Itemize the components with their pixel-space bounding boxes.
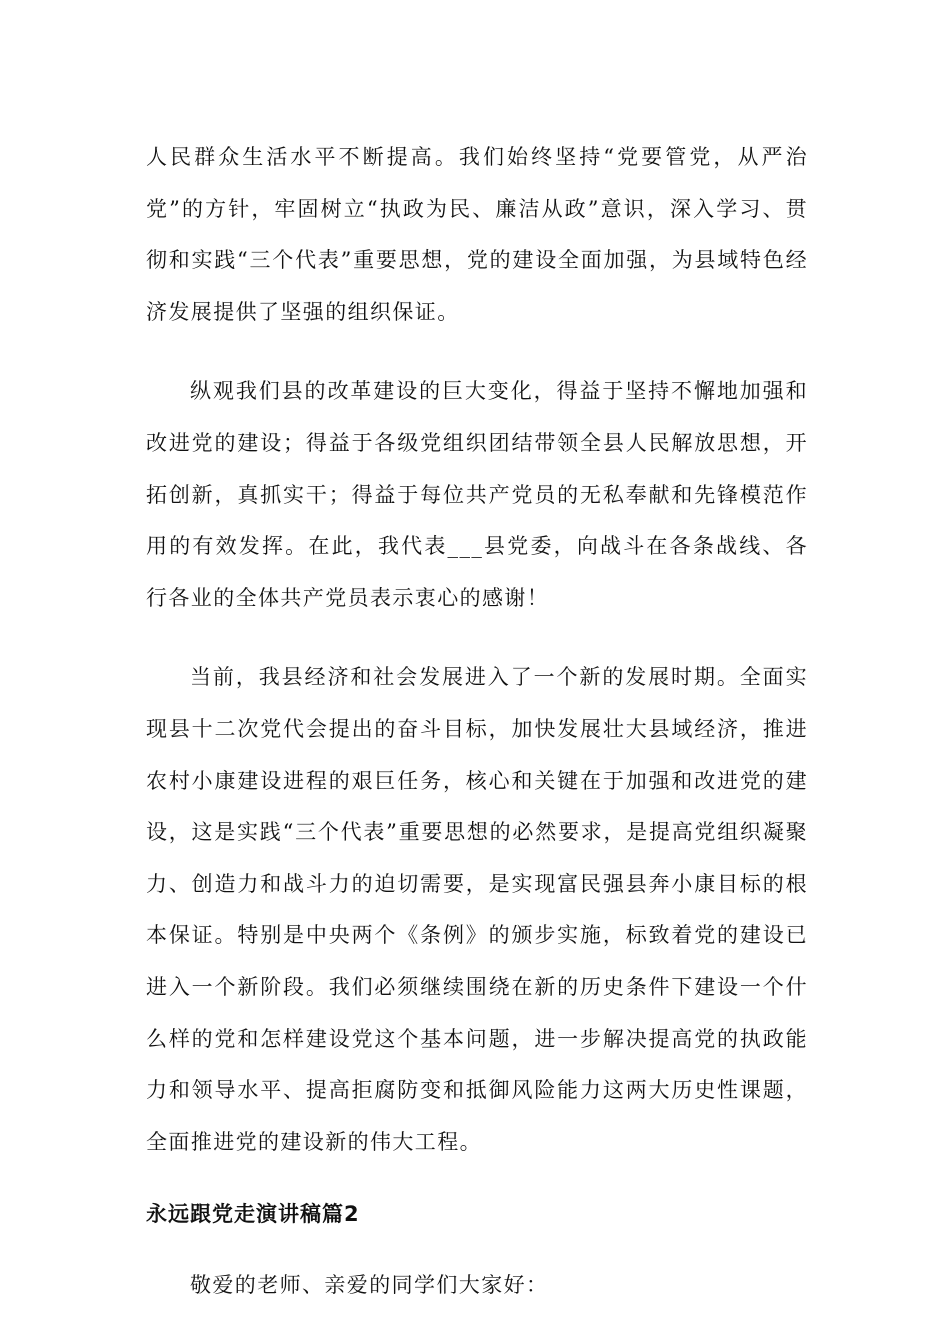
section-heading: 永远跟党走演讲稿篇2: [146, 1202, 360, 1227]
paragraph-3: 当前，我县经济和社会发展进入了一个新的发展时期。全面实现县十二次党代会提出的奋斗目标，加快发展壮大县域经济，推进农村小康建设进程的艰巨任务，核心和关键在于加强和改进党的建设，这是实践“三个代表”重要思想的必然要求，是提高党组织凝聚力、创造力和战斗力的迫切需要，是实现富民强县奔小康目标的根本保证。特别是中央两个《条例》的颁步实施，标致着党的建设已进入一个新阶段。我们必须继续围绕在新的历史条件下建设一个什么样的党和怎样建设党这个基本问题，进一步解决提高党的执政能力和领导水平、提高拒腐防变和抵御风险能力这两大历史性课题，全面推进党的建设新的伟大工程。: [146, 665, 808, 1154]
paragraph-2: 纵观我们县的改革建设的巨大变化，得益于坚持不懈地加强和改进党的建设；得益于各级党组织团结带领全县人民解放思想，开拓创新，真抓实干；得益于每位共产党员的无私奉献和先锋模范作用的有效发挥。在此，我代表___县党委，向战斗在各条战线、各行各业的全体共产党员表示衷心的感谢！: [146, 379, 808, 610]
paragraph-1: 人民群众生活水平不断提高。我们始终坚持“党要管党，从严治党”的方针，牢固树立“执政为民、廉洁从政”意识，深入学习、贯彻和实践“三个代表”重要思想，党的建设全面加强，为县域特色经济发展提供了坚强的组织保证。: [146, 145, 808, 324]
greeting-line: 敬爱的老师、亲爱的同学们大家好：: [190, 1273, 549, 1298]
document-page: [146, 132, 808, 1312]
